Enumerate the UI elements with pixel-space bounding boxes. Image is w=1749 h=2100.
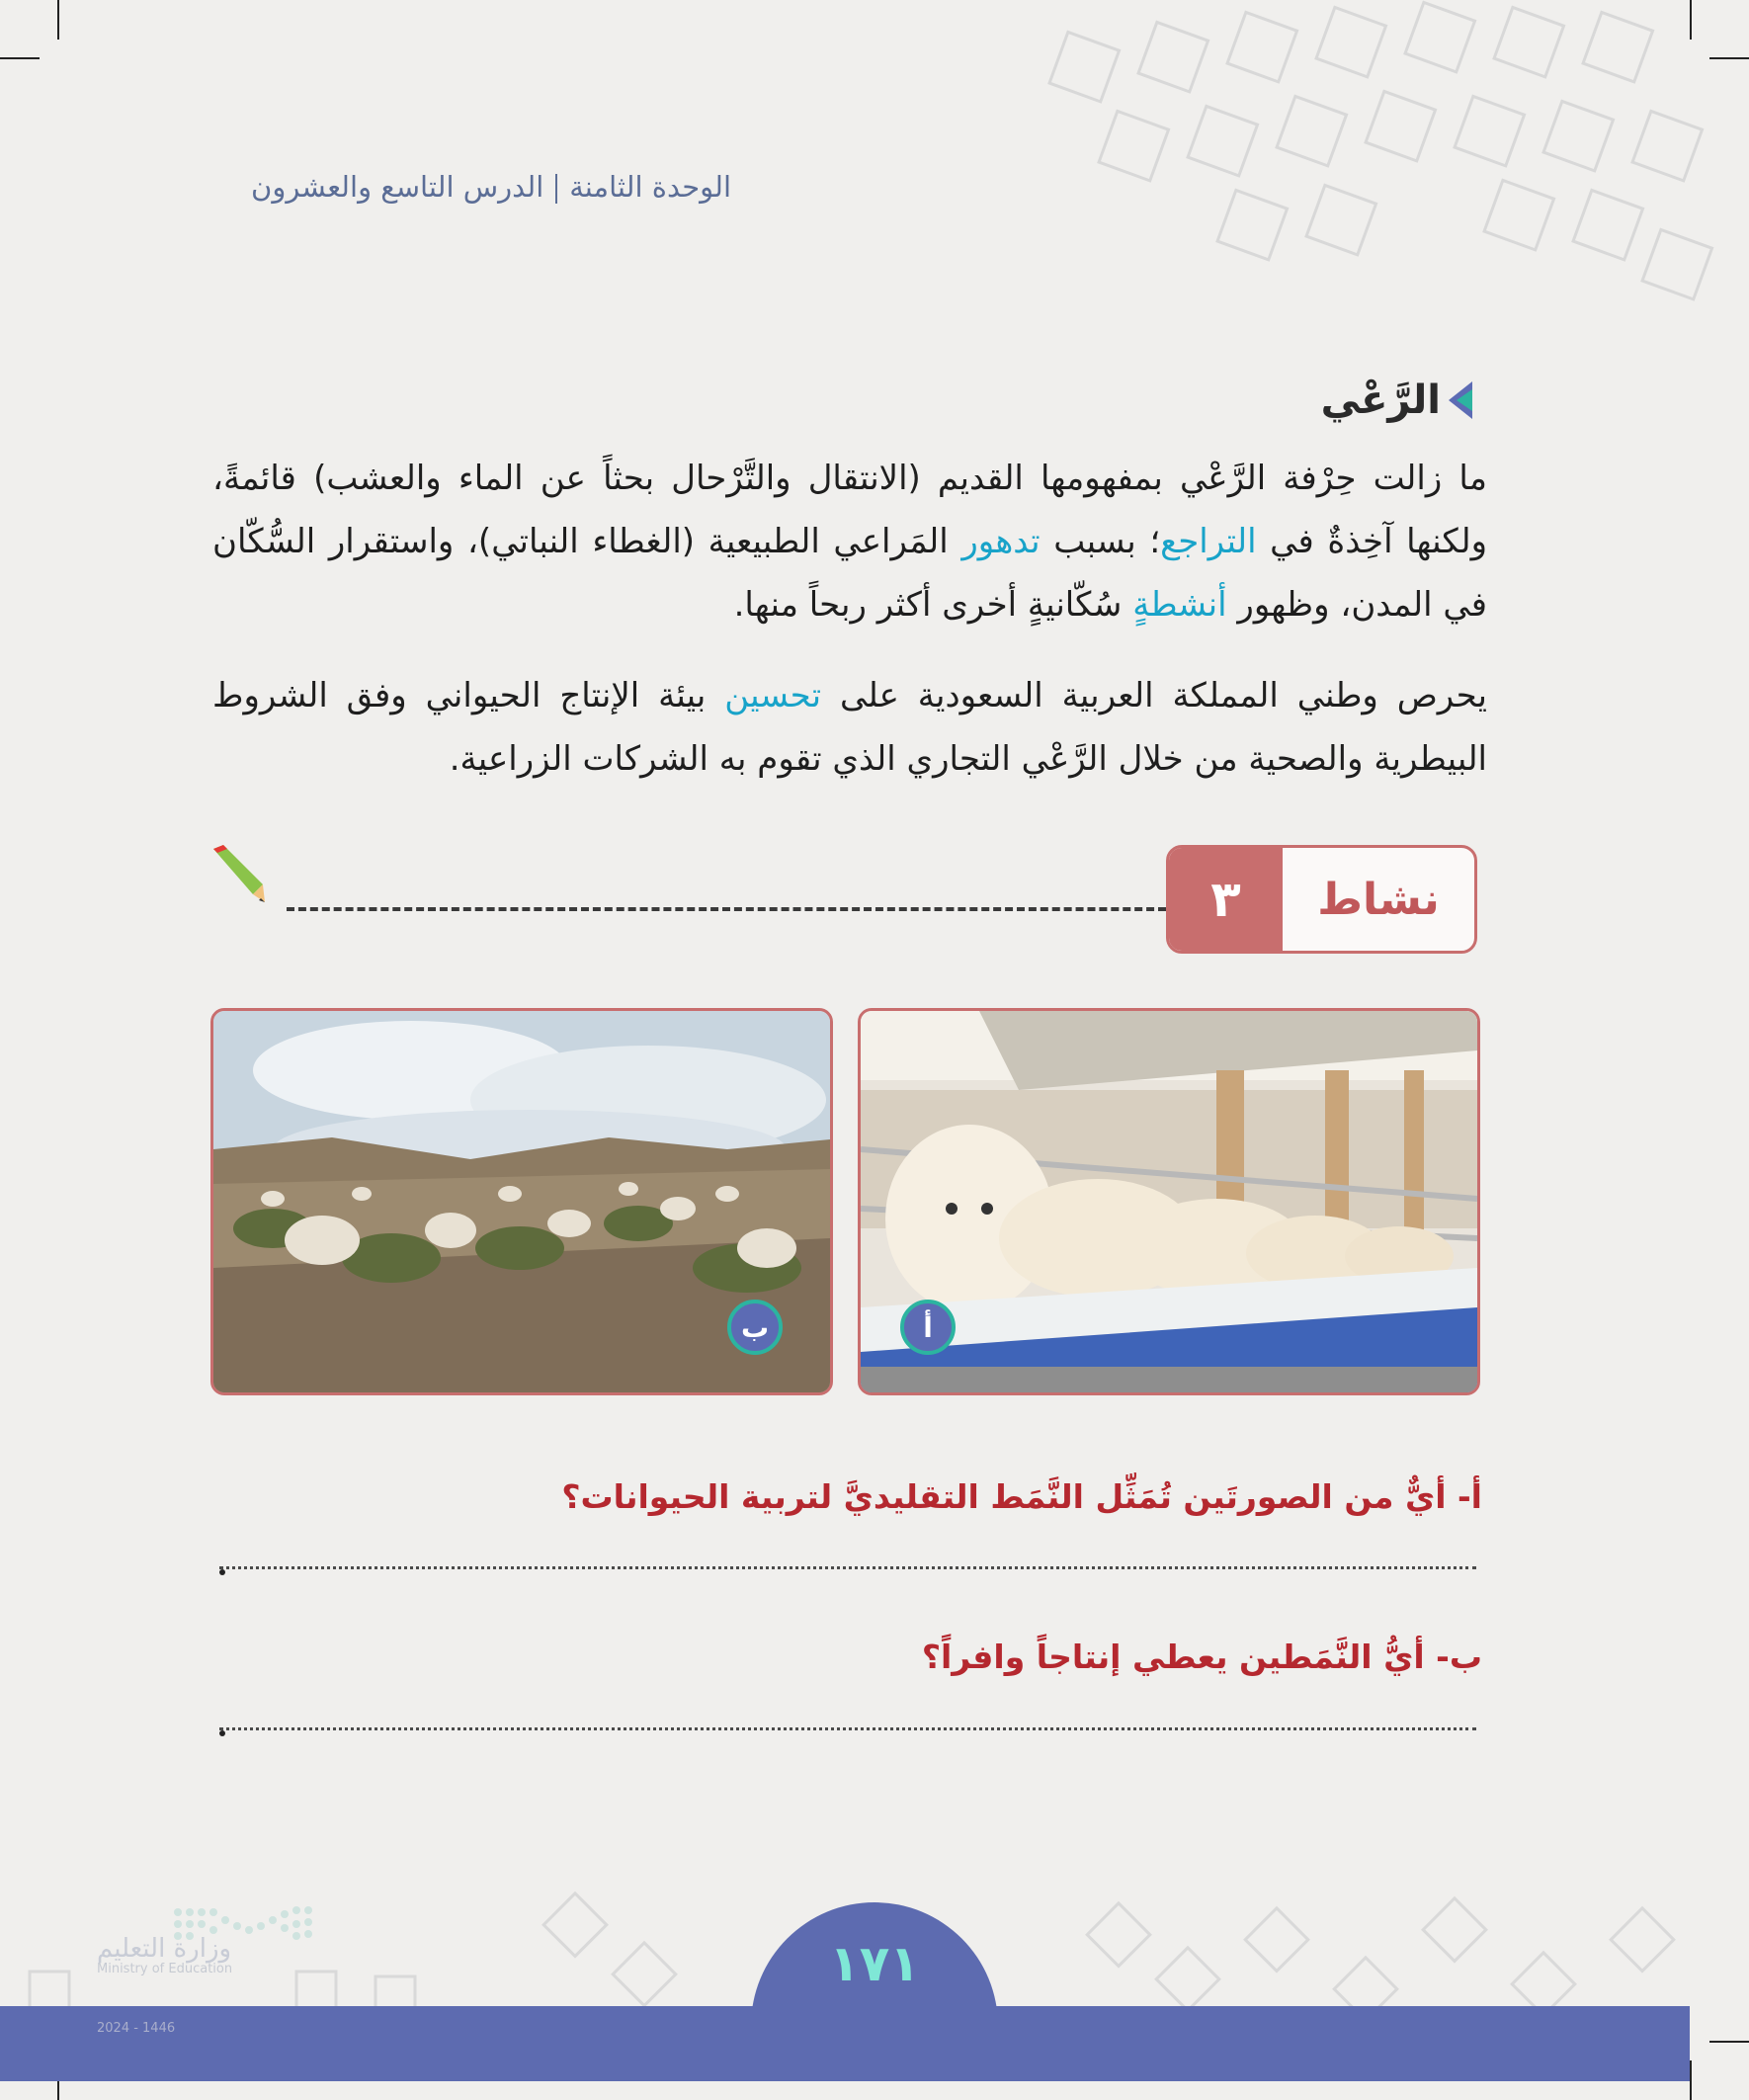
photo-b-badge: ب — [727, 1300, 783, 1355]
activity-banner — [1166, 845, 1477, 954]
footer-band — [0, 2006, 1690, 2081]
paragraph-2 — [212, 664, 1487, 791]
question-2: ب- أيُّ النَّمَطين يعطي إنتاجاً وافراً؟ — [921, 1638, 1482, 1676]
paragraph-text: ما زالت حِرْفة الرَّعْي بمفهومها القديم (الانتقال والتَّرْحال بحثاً عن الماء والعشب) قائمةً، ولكنها آخِذةٌ في — [212, 459, 1487, 561]
paragraph-text: بيئة الإنتاج الحيواني وفق الشروط البيطرية والصحية من خلال الرَّعْي التجاري الذي تقوم به الشركات الزراعية. — [212, 676, 1487, 779]
photo-a-sheep-farm — [858, 1008, 1480, 1395]
breadcrumb-separator — [555, 174, 557, 204]
decorative-pattern — [1018, 0, 1749, 326]
pencil-icon — [208, 845, 267, 904]
highlight-term: أنشطةٍ — [1132, 585, 1227, 625]
crop-mark — [0, 57, 40, 59]
crop-mark — [1709, 2041, 1749, 2043]
ministry-name-en: Ministry of Education — [97, 1962, 233, 1976]
activity-number: ٣ — [1169, 848, 1283, 951]
crop-mark — [57, 0, 59, 40]
section-title: الرَّعْي — [1320, 378, 1441, 423]
chevron-left-icon — [1449, 381, 1472, 419]
paragraph-text: سُكّانيةٍ أخرى أكثر ربحاً منها. — [733, 585, 1133, 625]
answer-dot — [219, 1730, 225, 1736]
activity-label: نشاط — [1317, 874, 1440, 925]
paragraph-text: ؛ بسبب — [1040, 522, 1161, 561]
answer-line-1[interactable] — [219, 1566, 1476, 1569]
photo-a-badge: أ — [900, 1300, 956, 1355]
paragraph-1 — [212, 447, 1487, 636]
section-heading — [1321, 378, 1472, 423]
paragraph-text: يحرص وطني المملكة العربية السعودية على — [821, 676, 1487, 715]
answer-dot — [219, 1569, 225, 1575]
highlight-term: التراجع — [1160, 522, 1257, 561]
highlight-term: تحسين — [724, 676, 822, 715]
activity-divider — [287, 907, 1166, 911]
crop-mark — [1690, 2060, 1692, 2100]
breadcrumb — [198, 170, 731, 204]
ministry-name-ar: وزارة التعليم — [97, 1934, 232, 1964]
breadcrumb-lesson: الدرس التاسع والعشرون — [251, 170, 544, 204]
paragraph-text: المَراعي الطبيعية (الغطاء النباتي)، واستقرار السُّكّان في المدن، وظهور — [212, 522, 1487, 625]
answer-line-2[interactable] — [219, 1727, 1476, 1730]
question-1: أ- أيٌّ من الصورتَين تُمَثِّل النَّمَط التقليديَّ لتربية الحيوانات؟ — [561, 1477, 1482, 1516]
highlight-term: تدهور — [961, 522, 1041, 561]
breadcrumb-unit: الوحدة الثامنة — [569, 170, 731, 204]
photo-b-grazing-sheep — [210, 1008, 833, 1395]
edition-year: 2024 - 1446 — [97, 2021, 176, 2036]
page-number: ١٧١ — [829, 1935, 920, 1992]
